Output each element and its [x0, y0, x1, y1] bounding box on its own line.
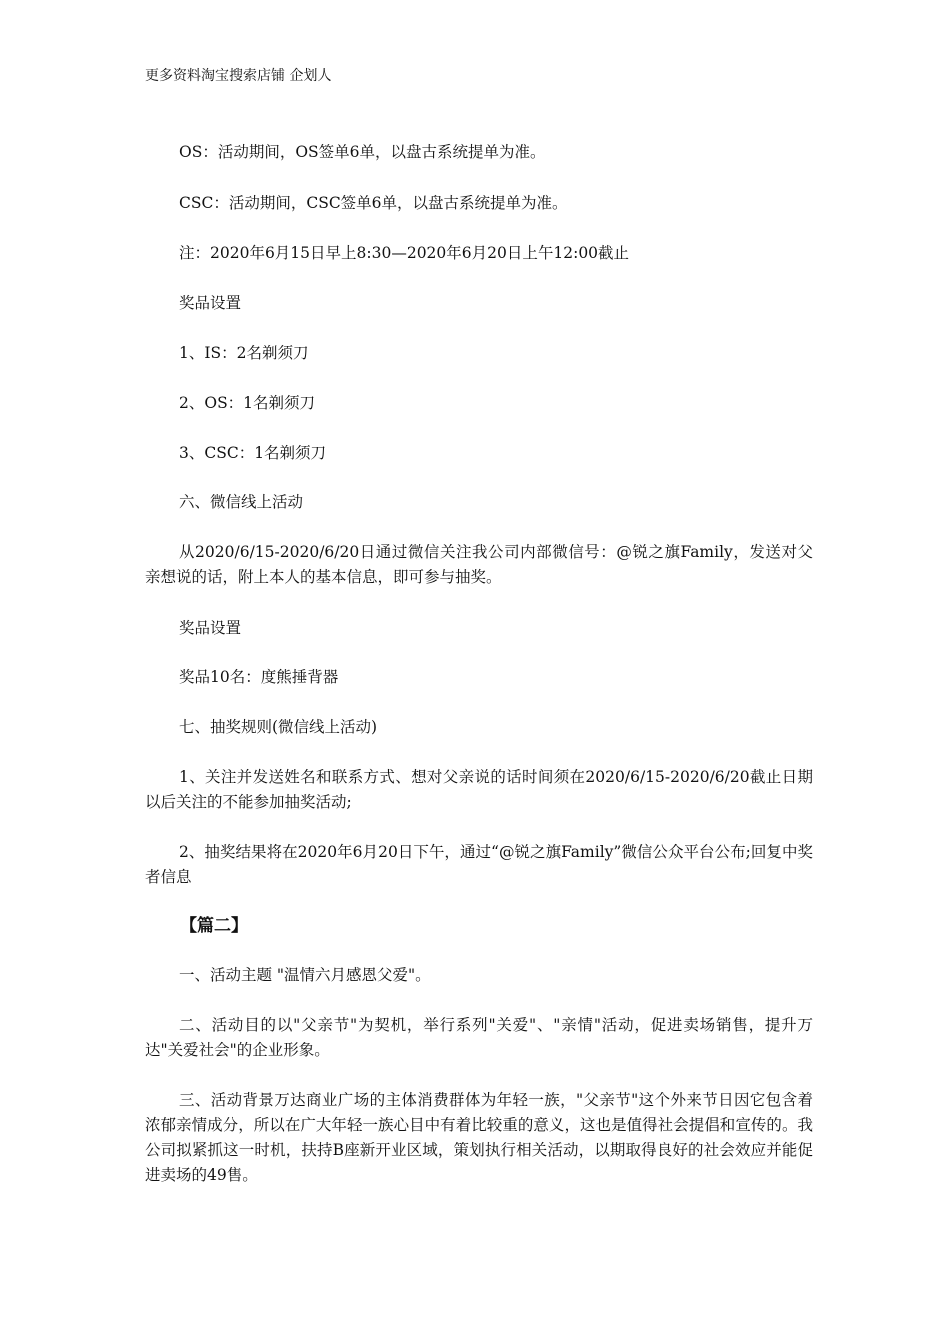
- header-note: 更多资料淘宝搜索店铺 企划人: [145, 68, 332, 84]
- paragraph-section-six: 六、微信线上活动: [179, 493, 304, 511]
- paragraph-wechat-activity: 从2020/6/15-2020/6/20日通过微信关注我公司内部微信号：@锐之旗Family，发送对父亲想说的话，附上本人的基本信息，即可参与抽奖。: [145, 543, 813, 586]
- paragraph-section-seven: 七、抽奖规则(微信线上活动): [179, 718, 378, 736]
- paragraph-activity-background: 三、活动背景万达商业广场的主体消费群体为年轻一族，"父亲节"这个外来节日因它包含着浓郁亲情成分，所以在广大年轻一族心目中有着比较重的意义，这也是值得社会提倡和宣传的。我公司拟紧抓这一时机，扶持B座新开业区域，策划执行相关活动，以期取得良好的社会效应并能促进卖场的49售。: [145, 1091, 813, 1184]
- section-heading-part-two: 【篇二】: [180, 916, 248, 936]
- paragraph-activity-theme: 一、活动主题 "温情六月感恩父爱"。: [179, 966, 431, 984]
- paragraph-os-signing: OS：活动期间，OS签单6单，以盘古系统提单为准。: [179, 143, 546, 161]
- paragraph-deadline-note: 注：2020年6月15日早上8:30—2020年6月20日上午12:00截止: [179, 244, 630, 262]
- paragraph-prize-heading-2: 奖品设置: [179, 619, 242, 637]
- paragraph-activity-purpose: 二、活动目的以"父亲节"为契机，举行系列"关爱"、"亲情"活动，促进卖场销售，提升万达"关爱社会"的企业形象。: [145, 1016, 813, 1059]
- paragraph-prize-os: 2、OS：1名剃须刀: [179, 394, 316, 412]
- paragraph-prize-is: 1、IS：2名剃须刀: [179, 344, 309, 362]
- paragraph-prize-csc: 3、CSC：1名剃须刀: [179, 444, 327, 462]
- paragraph-prize-massager: 奖品10名：度熊捶背器: [179, 668, 339, 686]
- paragraph-prize-heading-1: 奖品设置: [179, 294, 242, 312]
- paragraph-csc-signing: CSC：活动期间，CSC签单6单，以盘古系统提单为准。: [179, 194, 568, 212]
- paragraph-rule-1: 1、关注并发送姓名和联系方式、想对父亲说的话时间须在2020/6/15-2020/6/20截止日期以后关注的不能参加抽奖活动;: [145, 768, 813, 811]
- paragraph-rule-2: 2、抽奖结果将在2020年6月20日下午，通过“@锐之旗Family”微信公众平台公布;回复中奖者信息: [145, 843, 813, 886]
